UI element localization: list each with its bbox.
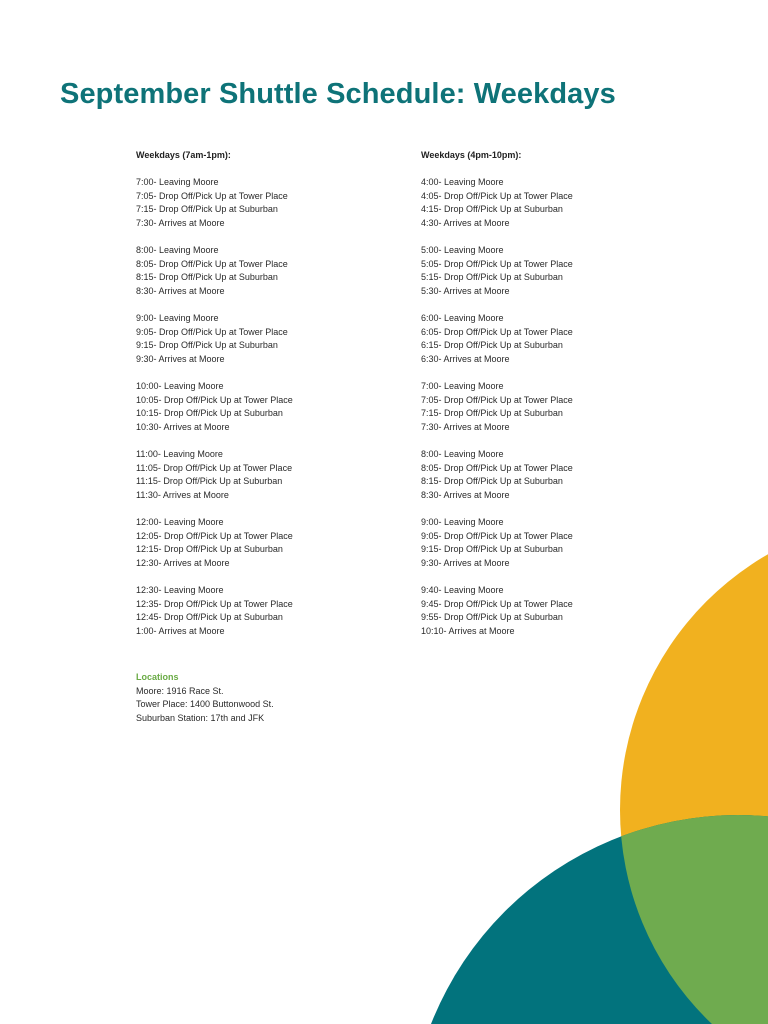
- column-heading: Weekdays (4pm-10pm):: [421, 150, 522, 160]
- schedule-line: 4:00- Leaving Moore: [421, 177, 504, 188]
- page-title: September Shuttle Schedule: Weekdays: [60, 78, 616, 110]
- schedule-line: 9:15- Drop Off/Pick Up at Suburban: [421, 544, 563, 555]
- locations-section: [136, 671, 274, 725]
- teal-circle: [408, 815, 768, 1024]
- schedule-line: 11:15- Drop Off/Pick Up at Suburban: [136, 476, 283, 487]
- schedule-line: 8:05- Drop Off/Pick Up at Tower Place: [136, 258, 288, 269]
- schedule-line: 8:00- Leaving Moore: [421, 449, 504, 460]
- schedule-line: 10:00- Leaving Moore: [136, 381, 224, 392]
- schedule-line: 5:15- Drop Off/Pick Up at Suburban: [421, 272, 563, 283]
- green-overlap-shape: [408, 815, 768, 1024]
- schedule-line: 6:05- Drop Off/Pick Up at Tower Place: [421, 326, 573, 337]
- location-line: Suburban Station: 17th and JFK: [136, 712, 265, 723]
- trip-block: [136, 516, 436, 570]
- trip-block: [136, 584, 436, 638]
- trip-list: [421, 176, 721, 638]
- schedule-line: 7:30- Arrives at Moore: [136, 217, 225, 228]
- schedule-line: 12:30- Leaving Moore: [136, 585, 224, 595]
- trip-block: [136, 448, 436, 502]
- schedule-line: 10:05- Drop Off/Pick Up at Tower Place: [136, 394, 293, 405]
- schedule-line: 11:05- Drop Off/Pick Up at Tower Place: [136, 462, 293, 473]
- schedule-line: 9:15- Drop Off/Pick Up at Suburban: [136, 340, 278, 351]
- schedule-line: 12:05- Drop Off/Pick Up at Tower Place: [136, 530, 293, 541]
- schedule-line: 5:30- Arrives at Moore: [421, 285, 510, 296]
- locations-heading: Locations: [136, 672, 179, 682]
- schedule-line: 1:00- Arrives at Moore: [136, 625, 225, 636]
- schedule-line: 7:15- Drop Off/Pick Up at Suburban: [136, 204, 278, 215]
- location-line: Tower Place: 1400 Buttonwood St.: [136, 699, 274, 710]
- trip-block: [136, 176, 436, 230]
- schedule-line: 12:30- Arrives at Moore: [136, 557, 230, 568]
- schedule-line: 9:00- Leaving Moore: [421, 517, 504, 528]
- schedule-line: 5:00- Leaving Moore: [421, 245, 504, 256]
- schedule-line: 8:00- Leaving Moore: [136, 245, 219, 256]
- schedule-line: 11:30- Arrives at Moore: [136, 489, 229, 500]
- trip-list: [136, 176, 436, 638]
- trip-block: [136, 244, 436, 298]
- schedule-line: 8:30- Arrives at Moore: [421, 489, 510, 500]
- trip-block: [421, 516, 721, 570]
- schedule-line: 6:15- Drop Off/Pick Up at Suburban: [421, 340, 563, 351]
- schedule-line: 9:30- Arrives at Moore: [421, 557, 510, 568]
- schedule-column-evening: [421, 149, 721, 652]
- schedule-line: 8:05- Drop Off/Pick Up at Tower Place: [421, 462, 573, 473]
- schedule-line: 9:05- Drop Off/Pick Up at Tower Place: [136, 326, 288, 337]
- schedule-line: 4:30- Arrives at Moore: [421, 217, 510, 228]
- trip-block: [421, 380, 721, 434]
- schedule-line: 5:05- Drop Off/Pick Up at Tower Place: [421, 258, 573, 269]
- schedule-line: 10:30- Arrives at Moore: [136, 421, 230, 432]
- schedule-line: 9:05- Drop Off/Pick Up at Tower Place: [421, 530, 573, 541]
- schedule-line: 7:00- Leaving Moore: [136, 177, 219, 188]
- schedule-line: 6:30- Arrives at Moore: [421, 353, 510, 364]
- schedule-line: 4:05- Drop Off/Pick Up at Tower Place: [421, 190, 573, 201]
- schedule-line: 9:45- Drop Off/Pick Up at Tower Place: [421, 598, 573, 609]
- schedule-line: 10:15- Drop Off/Pick Up at Suburban: [136, 408, 283, 419]
- schedule-line: 8:15- Drop Off/Pick Up at Suburban: [421, 476, 563, 487]
- location-line: Moore: 1916 Race St.: [136, 685, 224, 696]
- schedule-line: 9:00- Leaving Moore: [136, 313, 219, 324]
- schedule-line: 9:40- Leaving Moore: [421, 585, 504, 595]
- trip-block: [421, 176, 721, 230]
- column-heading: Weekdays (7am-1pm):: [136, 150, 231, 160]
- schedule-line: 4:15- Drop Off/Pick Up at Suburban: [421, 204, 563, 215]
- schedule-line: 12:00- Leaving Moore: [136, 517, 224, 528]
- trip-block: [421, 312, 721, 366]
- schedule-line: 12:45- Drop Off/Pick Up at Suburban: [136, 612, 283, 623]
- schedule-line: 8:15- Drop Off/Pick Up at Suburban: [136, 272, 278, 283]
- schedule-line: 7:05- Drop Off/Pick Up at Tower Place: [421, 394, 573, 405]
- schedule-line: 8:30- Arrives at Moore: [136, 285, 225, 296]
- trip-block: [421, 448, 721, 502]
- schedule-line: 7:30- Arrives at Moore: [421, 421, 510, 432]
- schedule-line: 12:35- Drop Off/Pick Up at Tower Place: [136, 598, 293, 609]
- schedule-column-morning: [136, 149, 436, 652]
- schedule-line: 7:05- Drop Off/Pick Up at Tower Place: [136, 190, 288, 201]
- trip-block: [136, 380, 436, 434]
- schedule-line: 12:15- Drop Off/Pick Up at Suburban: [136, 544, 283, 555]
- schedule-line: 11:00- Leaving Moore: [136, 449, 223, 460]
- schedule-line: 9:30- Arrives at Moore: [136, 353, 225, 364]
- schedule-line: 7:15- Drop Off/Pick Up at Suburban: [421, 408, 563, 419]
- schedule-line: 6:00- Leaving Moore: [421, 313, 504, 324]
- schedule-line: 9:55- Drop Off/Pick Up at Suburban: [421, 612, 563, 623]
- trip-block: [421, 244, 721, 298]
- schedule-line: 7:00- Leaving Moore: [421, 381, 504, 392]
- schedule-line: 10:10- Arrives at Moore: [421, 625, 515, 636]
- trip-block: [421, 584, 721, 638]
- trip-block: [136, 312, 436, 366]
